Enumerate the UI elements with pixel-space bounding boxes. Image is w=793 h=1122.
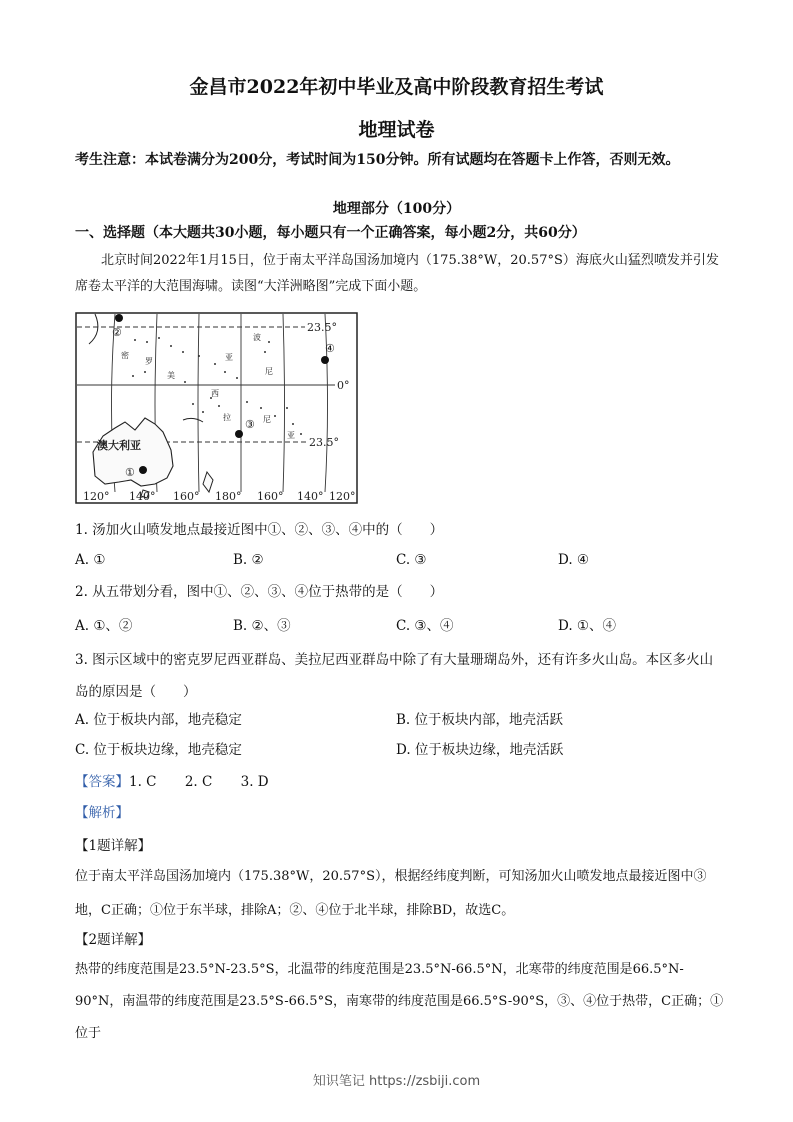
- answer-value: 1. C: [129, 774, 157, 790]
- page-footer: 知识笔记 https://zsbiji.com: [312, 1074, 481, 1089]
- q1-option-d: D. ④: [558, 552, 590, 568]
- q1-option-a: A. ①: [75, 552, 106, 568]
- q3-option-d: D. 位于板块边缘，地壳活跃: [396, 742, 564, 758]
- marker-dot-4: [321, 356, 329, 364]
- answer-label: 【答案】: [75, 774, 129, 790]
- exam-notice: 考生注意：本试卷满分为200分，考试时间为150分钟。所有试题均在答题卡上作答，否则无效。: [75, 152, 680, 168]
- answer-value: 3. D: [240, 774, 269, 790]
- lon-label: 120°: [329, 490, 356, 503]
- map-label-place: 密: [121, 351, 129, 360]
- detail-2-label: 【2题详解】: [75, 932, 152, 948]
- q3-option-c: C. 位于板块边缘，地壳稳定: [75, 742, 242, 758]
- map-label-place: 波: [253, 333, 261, 342]
- lon-label: 140°: [129, 490, 156, 503]
- q2-option-c: C. ③、④: [396, 618, 454, 634]
- question-2-stem: 2. 从五带划分看，图中①、②、③、④位于热带的是（ ）: [75, 584, 444, 600]
- q2-option-d: D. ①、④: [558, 618, 617, 634]
- marker-label-2: ②: [112, 326, 122, 339]
- map-label-place: 西: [211, 389, 219, 398]
- marker-label-3: ③: [245, 418, 255, 431]
- part-one-heading: 一、选择题（本大题共30小题，每小题只有一个正确答案，每小题2分，共60分）: [75, 225, 586, 241]
- marker-dot-1: [139, 466, 147, 474]
- marker-dot-2: [115, 314, 123, 322]
- lon-label: 140°: [297, 490, 324, 503]
- question-intro: 北京时间2022年1月15日，位于南太平洋岛国汤加境内（175.38°W，20.57°S）海底火山猛烈喷发并引发席卷太平洋的大范围海啸。读图“大洋洲略图”完成下面小题。: [75, 253, 719, 294]
- map-label-place: 亚: [287, 431, 295, 440]
- question-1-stem: 1. 汤加火山喷发地点最接近图中①、②、③、④中的（ ）: [75, 522, 444, 538]
- q2-option-a: A. ①、②: [75, 618, 133, 634]
- question-3-stem: 3. 图示区域中的密克罗尼西亚群岛、美拉尼西亚群岛中除了有大量珊瑚岛外，还有许多火山岛。本区多火山岛的原因是（ ）: [75, 652, 714, 700]
- lat-label: 0°: [337, 379, 350, 392]
- marker-label-4: ④: [325, 342, 335, 355]
- analysis-label: 【解析】: [75, 805, 129, 821]
- map-label-place: 尼: [265, 367, 273, 376]
- marker-dot-3: [235, 430, 243, 438]
- detail-1-text: 位于南太平洋岛国汤加境内（175.38°W，20.57°S），根据经纬度判断，可知汤加火山喷发地点最接近图中③地，C正确；①位于东半球，排除A；②、④位于北半球，排除BD，故选C。: [75, 869, 707, 918]
- section-title: 地理部分（100分）: [332, 201, 461, 217]
- answer-line: [75, 770, 269, 790]
- q1-option-b: B. ②: [233, 552, 264, 568]
- q1-option-c: C. ③: [396, 552, 427, 568]
- map-label-place: 美: [167, 371, 175, 380]
- lon-label: 120°: [83, 490, 110, 503]
- oceania-map: [75, 312, 358, 504]
- detail-2-text: 热带的纬度范围是23.5°N-23.5°S，北温带的纬度范围是23.5°N-66.5°N，北寒带的纬度范围是66.5°N-90°N，南温带的纬度范围是23.5°S-66.5°S，南寒带的纬度范围是66.5°S-90°S，③、④位于热带，C正确；①位于: [75, 962, 724, 1041]
- lat-label: 23.5°: [307, 321, 337, 334]
- map-label-place: 罗: [145, 357, 153, 366]
- map-label-place: 尼: [263, 415, 271, 424]
- lat-label: 23.5°: [309, 436, 339, 449]
- detail-1-label: 【1题详解】: [75, 838, 152, 854]
- q2-option-b: B. ②、③: [233, 618, 291, 634]
- q3-option-a: A. 位于板块内部，地壳稳定: [75, 712, 242, 728]
- exam-title: 金昌市2022年初中毕业及高中阶段教育招生考试: [189, 76, 604, 98]
- answer-value: 2. C: [184, 774, 213, 790]
- lon-label: 180°: [215, 490, 242, 503]
- lon-label: 160°: [257, 490, 284, 503]
- map-label-australia: 澳大利亚: [97, 439, 141, 452]
- q3-option-b: B. 位于板块内部，地壳活跃: [396, 712, 564, 728]
- exam-subtitle: 地理试卷: [358, 119, 435, 141]
- marker-label-1: ①: [125, 466, 135, 479]
- lon-label: 160°: [173, 490, 200, 503]
- map-label-place: 拉: [223, 413, 231, 422]
- map-label-place: 亚: [225, 353, 233, 362]
